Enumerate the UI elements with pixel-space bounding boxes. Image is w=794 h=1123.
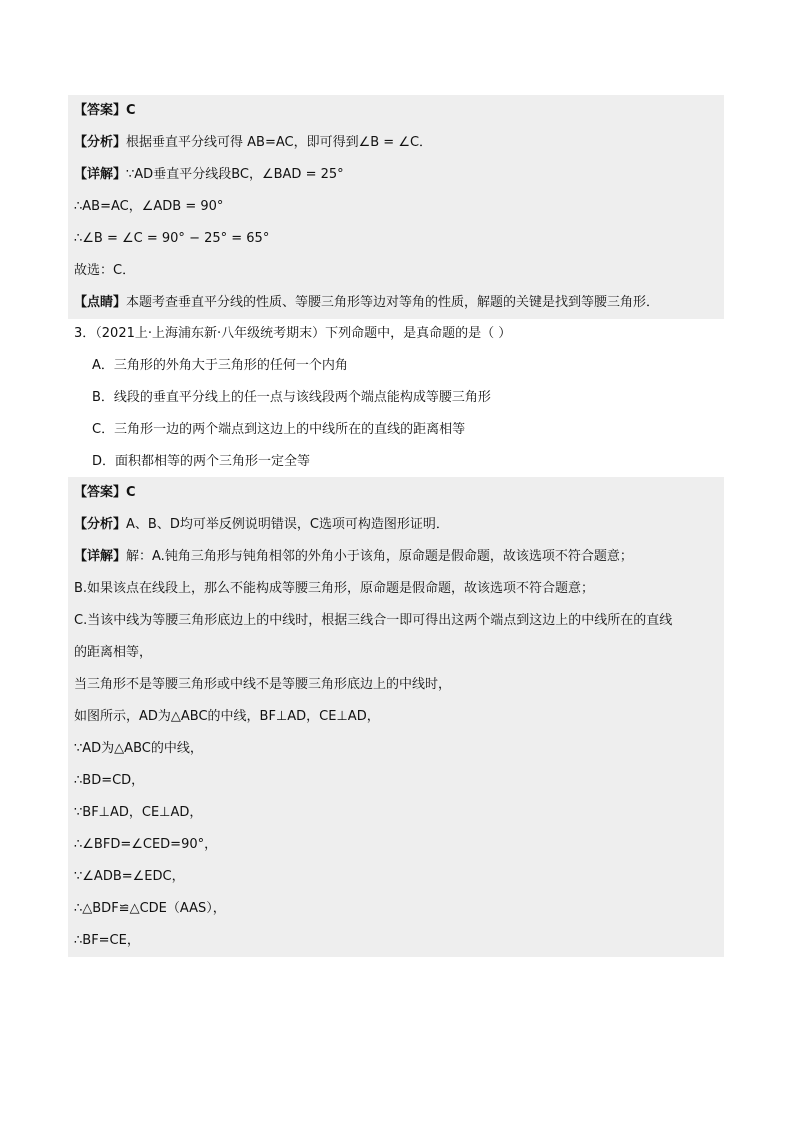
analysis-line <box>68 127 724 159</box>
step-text: 当三角形不是等腰三角形或中线不是等腰三角形底边上的中线时， <box>74 677 452 692</box>
solution-step <box>68 733 724 765</box>
step-text: B.如果该点在线段上，那么不能构成等腰三角形，原命题是假命题，故该选项不符合题意； <box>74 581 595 596</box>
question-text: 3．（2021上·上海浦东新·八年级统考期末）下列命题中，是真命题的是（ ） <box>74 326 512 341</box>
solution-step <box>68 605 724 637</box>
solution-step <box>68 223 724 255</box>
comment-line <box>68 287 724 319</box>
detail-line <box>68 159 724 191</box>
comment-text: 本题考查垂直平分线的性质、等腰三角形等边对等角的性质，解题的关键是找到等腰三角形． <box>126 295 660 310</box>
option-b <box>68 382 724 414</box>
step-text: ∵BF⊥AD，CE⊥AD， <box>74 805 203 820</box>
analysis-line <box>68 509 724 541</box>
comment-label: 【点睛】 <box>74 295 127 310</box>
step-text: ∴△BDF≌△CDE（AAS）， <box>74 901 226 916</box>
answer-text: C <box>126 485 136 500</box>
detail-label: 【详解】 <box>74 549 127 564</box>
step-text: C.当该中线为等腰三角形底边上的中线时，根据三线合一即可得出这两个端点到这边上的中线所在的直线 <box>74 613 673 628</box>
option-c <box>68 414 724 446</box>
step-text: ∴BD=CD， <box>74 773 145 788</box>
choice-text: 故选：C． <box>74 263 136 278</box>
step-text: ∴∠B = ∠C = 90° − 25° = 65° <box>74 231 270 246</box>
solution-step <box>68 893 724 925</box>
step-text: 的距离相等， <box>74 645 153 660</box>
solution-step <box>68 191 724 223</box>
solution-step <box>68 637 724 669</box>
step-text: ∵∠ADB=∠EDC， <box>74 869 185 884</box>
option-text: B．线段的垂直平分线上的任一点与该线段两个端点能构成等腰三角形 <box>92 390 491 405</box>
solution-step <box>68 573 724 605</box>
step-text: 如图所示，AD为△ABC的中线，BF⊥AD，CE⊥AD， <box>74 709 380 724</box>
option-a <box>68 350 724 382</box>
analysis-text: A、B、D均可举反例说明错误，C选项可构造图形证明． <box>126 517 449 532</box>
answer-label: 【答案】 <box>74 103 127 118</box>
detail-text: ∵AD垂直平分线段BC，∠BAD = 25° <box>126 167 344 182</box>
answer-line <box>68 95 724 127</box>
answer-text: C <box>126 103 136 118</box>
answer-label: 【答案】 <box>74 485 127 500</box>
choice-line <box>68 255 724 287</box>
analysis-text: 根据垂直平分线可得 AB=AC，即可得到∠B = ∠C． <box>126 135 433 150</box>
solution-step <box>68 669 724 701</box>
option-text: A．三角形的外角大于三角形的任何一个内角 <box>92 358 348 373</box>
analysis-label: 【分析】 <box>74 135 127 150</box>
solution-step <box>68 701 724 733</box>
step-text: ∴AB=AC，∠ADB = 90° <box>74 199 224 214</box>
solution-step <box>68 765 724 797</box>
solution-step <box>68 925 724 957</box>
option-text: D．面积都相等的两个三角形一定全等 <box>92 454 311 469</box>
step-text: ∴∠BFD=∠CED=90°， <box>74 837 218 852</box>
detail-text: 解：A.钝角三角形与钝角相邻的外角小于该角，原命题是假命题，故该选项不符合题意； <box>126 549 633 564</box>
solution-step <box>68 861 724 893</box>
answer-line <box>68 477 724 509</box>
detail-line <box>68 541 724 573</box>
option-text: C．三角形一边的两个端点到这边上的中线所在的直线的距离相等 <box>92 422 466 437</box>
solution-step <box>68 829 724 861</box>
question-stem <box>68 318 724 350</box>
detail-label: 【详解】 <box>74 167 127 182</box>
step-text: ∴BF=CE， <box>74 933 140 948</box>
solution-step <box>68 797 724 829</box>
option-d <box>68 446 724 478</box>
step-text: ∵AD为△ABC的中线， <box>74 741 203 756</box>
analysis-label: 【分析】 <box>74 517 127 532</box>
